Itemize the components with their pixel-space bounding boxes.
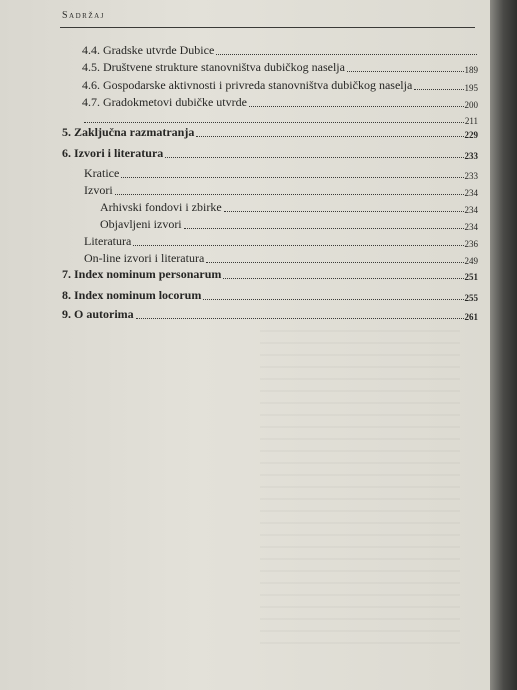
toc-entry-label: 4.7. Gradokmetovi dubičke utvrde xyxy=(82,95,247,109)
leader-dots xyxy=(121,165,463,178)
toc-chapter-9 xyxy=(62,306,478,322)
toc-entry-arhivski-fondovi xyxy=(100,199,478,215)
leader-dots xyxy=(165,145,463,158)
toc-entry-page: 211 xyxy=(464,116,478,126)
toc-entry-page: 236 xyxy=(464,239,478,249)
toc-entry-label: 4.6. Gospodarske aktivnosti i privreda stanovništva dubičkog naselja xyxy=(82,78,413,92)
toc-entry-online-izvori xyxy=(84,250,478,266)
toc-entry-label: Izvori xyxy=(84,183,113,197)
header-rule xyxy=(60,27,475,28)
toc-entry-objavljeni-izvori xyxy=(100,216,478,232)
toc-entry-literatura xyxy=(84,233,478,249)
leader-dots xyxy=(184,216,464,229)
toc-entry-page: 200 xyxy=(464,100,478,110)
toc-entry-page: 234 xyxy=(464,188,478,198)
toc-entry-label: 4.5. Društvene strukture stanovništva dubičkog naselja xyxy=(82,60,345,74)
toc-entry-4-7 xyxy=(82,94,478,110)
toc-entry-label: 4.4. Gradske utvrde Dubice xyxy=(82,43,215,57)
toc-entry-page: 234 xyxy=(464,222,478,232)
toc-entry-page: 233 xyxy=(464,151,478,161)
toc-entry-page: 189 xyxy=(464,65,478,75)
toc-entry-label: On-line izvori i literatura xyxy=(84,251,205,265)
toc-entry-page: 261 xyxy=(464,312,478,322)
leader-dots xyxy=(84,110,464,123)
toc-entry-4-6 xyxy=(82,77,478,93)
toc-entry-label: Objavljeni izvori xyxy=(100,217,182,231)
toc-entry-label: Literatura xyxy=(84,234,132,248)
leader-dots xyxy=(115,182,464,195)
leader-dots xyxy=(224,199,464,212)
toc-entry-page: 255 xyxy=(464,293,478,303)
toc-entry-label: Kratice xyxy=(84,166,120,180)
leader-dots xyxy=(133,233,463,246)
leader-dots xyxy=(216,42,477,55)
toc-entry-page: 234 xyxy=(464,205,478,215)
toc-entry-izvori xyxy=(84,182,478,198)
leader-dots xyxy=(206,250,463,263)
toc-entry-page: 251 xyxy=(464,272,478,282)
toc-entry-4-4 xyxy=(82,42,478,58)
toc-entry-label: 7. Index nominum personarum xyxy=(62,267,222,281)
leader-dots xyxy=(414,77,463,90)
toc-entry-label: 6. Izvori i literatura xyxy=(62,146,164,160)
toc-chapter-7 xyxy=(62,266,478,282)
toc-entry-label: 8. Index nominum locorum xyxy=(62,288,202,302)
running-header: Sadržaj xyxy=(62,10,105,21)
toc-entry-page: 229 xyxy=(464,130,478,140)
leader-dots xyxy=(347,59,464,72)
toc-entry-page: 233 xyxy=(464,171,478,181)
leader-dots xyxy=(196,124,463,137)
toc-entry-label: 9. O autorima xyxy=(62,307,134,321)
toc-chapter-6 xyxy=(62,145,478,161)
toc-entry-4-5 xyxy=(82,59,478,75)
leader-dots xyxy=(223,266,463,279)
toc-chapter-5 xyxy=(62,124,478,140)
show-through-texture xyxy=(260,330,460,650)
leader-dots xyxy=(136,306,464,319)
leader-dots xyxy=(249,94,464,107)
toc-entry-page: 195 xyxy=(464,83,478,93)
leader-dots xyxy=(203,287,463,300)
toc-entry-page: 249 xyxy=(464,256,478,266)
page-edge-shadow xyxy=(490,0,517,690)
toc-entry-label: Arhivski fondovi i zbirke xyxy=(100,200,222,214)
toc-entry-kratice xyxy=(84,165,478,181)
toc-chapter-8 xyxy=(62,287,478,303)
toc-entry-label: 5. Zaključna razmatranja xyxy=(62,125,195,139)
